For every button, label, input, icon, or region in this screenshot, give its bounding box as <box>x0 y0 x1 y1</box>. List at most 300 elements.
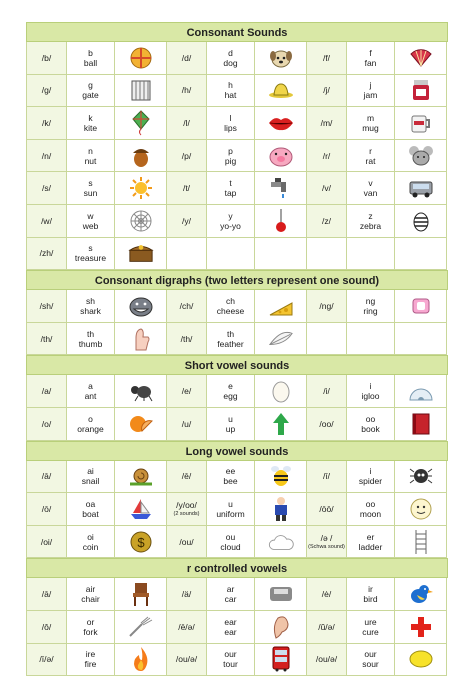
sound-symbol <box>307 75 347 108</box>
example-word <box>67 42 115 75</box>
example-word <box>347 290 395 323</box>
example-word <box>207 323 255 356</box>
spelling-letters: ure <box>364 617 376 627</box>
example-word <box>67 140 115 173</box>
word-text: gate <box>82 90 99 100</box>
empty-cell <box>167 238 207 271</box>
mug-icon <box>408 110 434 136</box>
spelling-letters: i <box>370 381 372 391</box>
sound-symbol <box>307 644 347 676</box>
picture-cell <box>115 290 167 323</box>
empty-cell <box>307 323 347 356</box>
jam-icon <box>408 77 434 103</box>
ant-icon <box>128 378 154 404</box>
picture-cell <box>115 172 167 205</box>
picture-cell <box>255 461 307 494</box>
word-text: jam <box>364 90 378 100</box>
picture-cell <box>255 578 307 611</box>
spelling-letters: or <box>87 617 95 627</box>
picture-cell <box>255 42 307 75</box>
picture-cell <box>395 172 447 205</box>
example-word <box>207 205 255 238</box>
spelling-letters: ai <box>87 466 94 476</box>
word-text: chair <box>81 594 99 604</box>
uniform-icon <box>268 496 294 522</box>
sound-symbol-text: /y/oo/ <box>176 500 197 510</box>
sound-symbol-text: /ōō/ <box>319 504 333 514</box>
word-text: nut <box>85 156 97 166</box>
sound-symbol <box>307 578 347 611</box>
picture-cell <box>115 526 167 559</box>
word-text: boat <box>82 509 99 519</box>
picture-cell <box>395 205 447 238</box>
picture-cell <box>115 205 167 238</box>
tap-icon <box>268 175 294 201</box>
shark-icon <box>128 293 154 319</box>
word-text: bee <box>223 476 237 486</box>
example-word <box>67 408 115 441</box>
sound-symbol <box>307 172 347 205</box>
chart-row <box>26 290 448 323</box>
picture-cell <box>255 323 307 356</box>
sound-symbol <box>307 290 347 323</box>
sound-symbol <box>167 461 207 494</box>
spelling-letters: s <box>88 243 92 253</box>
bus-icon <box>268 646 294 672</box>
spelling-letters: oo <box>366 414 375 424</box>
sound-symbol <box>167 493 207 526</box>
word-text: ant <box>85 391 97 401</box>
sound-symbol-text: /ch/ <box>180 301 194 311</box>
word-text: lips <box>224 123 237 133</box>
sound-symbol <box>307 42 347 75</box>
sound-symbol <box>167 205 207 238</box>
empty-cell <box>207 238 255 271</box>
spelling-letters: b <box>88 48 93 58</box>
word-text: van <box>364 188 378 198</box>
spelling-letters: u <box>228 499 233 509</box>
sound-symbol <box>167 290 207 323</box>
example-word <box>207 493 255 526</box>
spelling-letters: w <box>87 211 93 221</box>
word-text: feather <box>217 339 243 349</box>
spelling-letters: v <box>368 178 372 188</box>
word-text: igloo <box>362 391 380 401</box>
spelling-letters: i <box>370 466 372 476</box>
example-word <box>347 140 395 173</box>
picture-cell <box>115 238 167 271</box>
sound-symbol <box>307 493 347 526</box>
fork-icon <box>128 614 154 640</box>
picture-cell <box>115 578 167 611</box>
spelling-letters: t <box>229 178 231 188</box>
picture-cell <box>255 408 307 441</box>
igloo-icon <box>408 378 434 404</box>
picture-cell <box>255 172 307 205</box>
sound-symbol-text: /e/ <box>182 386 191 396</box>
sound-symbol <box>167 140 207 173</box>
sound-symbol <box>167 172 207 205</box>
picture-cell <box>115 493 167 526</box>
spelling-letters: r <box>369 146 372 156</box>
sound-symbol-text: /ə / <box>321 533 333 543</box>
example-word <box>347 644 395 676</box>
picture-cell <box>255 526 307 559</box>
spelling-letters: our <box>224 649 236 659</box>
spelling-letters: o <box>88 414 93 424</box>
sound-symbol-text: /th/ <box>181 334 193 344</box>
spelling-letters: j <box>370 80 372 90</box>
picture-cell <box>395 461 447 494</box>
van-icon <box>408 175 434 201</box>
sound-symbol-text: /ē/ə/ <box>178 622 195 632</box>
example-word <box>207 578 255 611</box>
word-text: cheese <box>217 306 244 316</box>
picture-cell <box>395 526 447 559</box>
example-word <box>347 611 395 644</box>
spelling-letters: k <box>88 113 92 123</box>
sound-symbol-text: /a/ <box>42 386 51 396</box>
sound-symbol-text: /ä/ <box>182 589 191 599</box>
empty-cell <box>255 238 307 271</box>
spelling-letters: ou <box>226 532 235 542</box>
example-word <box>67 238 115 271</box>
book-icon <box>408 411 434 437</box>
example-word <box>67 375 115 408</box>
word-text: thumb <box>79 339 103 349</box>
example-word <box>67 323 115 356</box>
spelling-letters: l <box>230 113 232 123</box>
picture-cell <box>115 408 167 441</box>
lemon-icon <box>408 646 434 672</box>
chart-row <box>26 493 448 526</box>
sound-symbol-text: /ā/ <box>42 589 51 599</box>
chart-row <box>26 461 448 494</box>
spelling-letters: th <box>227 329 234 339</box>
sound-symbol <box>27 140 67 173</box>
sound-symbol <box>307 526 347 559</box>
empty-cell <box>347 323 395 356</box>
sound-symbol <box>27 323 67 356</box>
sound-symbol <box>167 611 207 644</box>
word-text: ear <box>224 627 236 637</box>
word-text: cloud <box>220 542 240 552</box>
picture-cell <box>255 140 307 173</box>
sound-symbol <box>307 107 347 140</box>
thumb-icon <box>128 326 154 352</box>
sound-symbol <box>27 408 67 441</box>
spelling-letters: ch <box>226 296 235 306</box>
sound-symbol-text: /ŭ/ə/ <box>318 622 335 632</box>
sound-symbol <box>307 461 347 494</box>
word-text: yo-yo <box>220 221 241 231</box>
example-word <box>347 205 395 238</box>
chart-row <box>26 375 448 408</box>
picture-cell <box>395 493 447 526</box>
picture-cell <box>255 375 307 408</box>
sound-symbol <box>27 205 67 238</box>
spelling-letters: g <box>88 80 93 90</box>
word-text: car <box>225 594 237 604</box>
picture-cell <box>115 75 167 108</box>
picture-cell <box>395 644 447 676</box>
example-word <box>207 408 255 441</box>
picture-cell <box>395 42 447 75</box>
example-word <box>207 611 255 644</box>
sound-symbol-text: /u/ <box>182 419 191 429</box>
word-text: rat <box>366 156 376 166</box>
example-word <box>207 375 255 408</box>
chart-row <box>26 172 448 205</box>
sound-symbol-text: /y/ <box>182 216 191 226</box>
picture-cell <box>395 290 447 323</box>
word-text: dog <box>223 58 237 68</box>
sound-symbol-text: /f/ <box>323 53 330 63</box>
chart-row <box>26 323 448 356</box>
sound-symbol-text: /ī/ <box>323 471 330 481</box>
word-text: book <box>361 424 379 434</box>
spelling-letters: oi <box>87 532 94 542</box>
spelling-letters: ear <box>224 617 236 627</box>
sound-symbol <box>307 140 347 173</box>
sound-symbol <box>307 205 347 238</box>
spelling-letters: s <box>88 178 92 188</box>
sound-symbol <box>27 493 67 526</box>
chart-row <box>26 408 448 441</box>
example-word <box>347 75 395 108</box>
sound-symbol-text: /k/ <box>42 118 51 128</box>
sound-symbol <box>307 408 347 441</box>
zebra-icon <box>408 208 434 234</box>
ladder-icon <box>408 529 434 555</box>
sound-symbol <box>27 611 67 644</box>
section-title: r controlled vowels <box>26 558 448 578</box>
sound-symbol-text: /b/ <box>42 53 51 63</box>
sound-symbol-text: /ē/ <box>182 471 191 481</box>
word-text: snail <box>82 476 99 486</box>
sound-symbol <box>167 75 207 108</box>
example-word <box>207 140 255 173</box>
dog-icon <box>268 45 294 71</box>
example-word <box>67 205 115 238</box>
spelling-letters: our <box>364 649 376 659</box>
sound-symbol-text: /n/ <box>42 151 51 161</box>
sound-symbol-text: /j/ <box>323 85 330 95</box>
picture-cell <box>115 375 167 408</box>
sound-symbol-text: /oi/ <box>41 537 52 547</box>
sound-symbol <box>167 578 207 611</box>
example-word <box>347 461 395 494</box>
spelling-letters: a <box>88 381 93 391</box>
yoyo-icon <box>268 208 294 234</box>
up-arrow-icon <box>268 411 294 437</box>
example-word <box>347 493 395 526</box>
empty-cell <box>395 238 447 271</box>
picture-cell <box>255 205 307 238</box>
word-text: egg <box>223 391 237 401</box>
spelling-letters: d <box>228 48 233 58</box>
word-text: moon <box>360 509 381 519</box>
sound-symbol-text: /w/ <box>41 216 52 226</box>
sound-symbol <box>167 42 207 75</box>
svg-text:$: $ <box>137 535 145 550</box>
example-word <box>67 107 115 140</box>
sound-symbol-text: /i/ <box>323 386 330 396</box>
example-word <box>347 107 395 140</box>
word-text: fork <box>83 627 97 637</box>
word-text: coin <box>83 542 99 552</box>
picture-cell <box>115 461 167 494</box>
sound-symbol <box>27 290 67 323</box>
sound-symbol-text: /sh/ <box>40 301 54 311</box>
example-word <box>67 75 115 108</box>
picture-cell <box>395 611 447 644</box>
spelling-letters: z <box>368 211 372 221</box>
sound-symbol-text: /r/ <box>323 151 331 161</box>
sound-symbol <box>27 172 67 205</box>
kite-icon <box>128 110 154 136</box>
word-text: ladder <box>359 542 383 552</box>
nut-icon <box>128 143 154 169</box>
example-word <box>207 644 255 676</box>
snail-icon <box>128 463 154 489</box>
spelling-letters: oa <box>86 499 95 509</box>
example-word <box>207 75 255 108</box>
sound-symbol-text: /ô/ <box>42 622 51 632</box>
spelling-letters: oo <box>366 499 375 509</box>
example-word <box>67 644 115 676</box>
sound-symbol-text: /ī/ə/ <box>39 654 53 664</box>
web-icon <box>128 208 154 234</box>
word-text: sour <box>362 659 379 669</box>
sound-symbol-text: /th/ <box>41 334 53 344</box>
example-word <box>67 611 115 644</box>
example-word <box>207 42 255 75</box>
section-title: Consonant digraphs (two letters represent one sound) <box>26 270 448 290</box>
example-word <box>67 526 115 559</box>
word-text: shark <box>80 306 101 316</box>
spelling-letters: y <box>228 211 232 221</box>
example-word <box>67 172 115 205</box>
phonics-chart <box>26 22 448 676</box>
example-word <box>67 578 115 611</box>
chart-row <box>26 611 448 644</box>
sound-symbol-text: /oo/ <box>319 419 333 429</box>
chair-icon <box>128 581 154 607</box>
sound-symbol <box>27 461 67 494</box>
sound-symbol <box>167 644 207 676</box>
cloud-icon <box>268 529 294 555</box>
sound-symbol-text: /h/ <box>182 85 191 95</box>
treasure-icon <box>128 240 154 266</box>
spelling-letters: e <box>228 381 233 391</box>
spelling-letters: ar <box>227 584 235 594</box>
sound-symbol <box>27 644 67 676</box>
example-word <box>67 461 115 494</box>
spider-icon <box>408 463 434 489</box>
example-word <box>207 290 255 323</box>
sound-symbol-text: /ā/ <box>42 471 51 481</box>
sound-symbol-text: /l/ <box>183 118 190 128</box>
example-word <box>207 172 255 205</box>
chart-row <box>26 107 448 140</box>
picture-cell <box>395 107 447 140</box>
word-text: up <box>226 424 235 434</box>
gate-icon <box>128 77 154 103</box>
picture-cell <box>115 611 167 644</box>
spelling-letters: u <box>228 414 233 424</box>
example-word <box>347 42 395 75</box>
sound-symbol-text: /o/ <box>42 419 51 429</box>
sound-symbol <box>167 323 207 356</box>
moon-icon <box>408 496 434 522</box>
picture-cell <box>395 75 447 108</box>
chart-row <box>26 644 448 676</box>
spelling-letters: p <box>228 146 233 156</box>
sound-symbol-text: /m/ <box>321 118 333 128</box>
word-text: ring <box>363 306 377 316</box>
hat-icon <box>268 77 294 103</box>
picture-cell <box>115 107 167 140</box>
word-text: ball <box>84 58 97 68</box>
car-icon <box>268 581 294 607</box>
word-text: bird <box>363 594 377 604</box>
lips-icon <box>268 110 294 136</box>
spelling-letters: sh <box>86 296 95 306</box>
word-text: treasure <box>75 253 106 263</box>
word-text: spider <box>359 476 382 486</box>
cheese-icon <box>268 293 294 319</box>
sound-symbol-text: /g/ <box>42 85 51 95</box>
word-text: zebra <box>360 221 381 231</box>
ball-icon <box>128 45 154 71</box>
sound-symbol <box>27 578 67 611</box>
spelling-letters: m <box>367 113 374 123</box>
sound-symbol-text: /v/ <box>322 183 331 193</box>
picture-cell <box>395 408 447 441</box>
sound-symbol <box>307 375 347 408</box>
orange-icon <box>128 411 154 437</box>
example-word <box>347 408 395 441</box>
chart-row <box>26 75 448 108</box>
spelling-letters: th <box>87 329 94 339</box>
sound-symbol <box>27 75 67 108</box>
boat-icon <box>128 496 154 522</box>
word-text: uniform <box>216 509 244 519</box>
example-word <box>207 107 255 140</box>
sound-symbol-text: /ou/ <box>179 537 193 547</box>
sound-symbol-text: /t/ <box>183 183 190 193</box>
section-title: Short vowel sounds <box>26 355 448 375</box>
word-text: sun <box>84 188 98 198</box>
spelling-letters: ire <box>86 649 95 659</box>
sound-note: (Schwa sound) <box>308 544 345 550</box>
ring-icon <box>408 293 434 319</box>
sound-symbol-text: /s/ <box>42 183 51 193</box>
picture-cell <box>255 611 307 644</box>
rat-icon <box>408 143 434 169</box>
sound-symbol-text: /zh/ <box>40 248 54 258</box>
bird-icon <box>408 581 434 607</box>
chart-row <box>26 526 448 559</box>
picture-cell <box>395 140 447 173</box>
chart-row <box>26 140 448 173</box>
word-text: mug <box>362 123 379 133</box>
word-text: orange <box>77 424 103 434</box>
example-word <box>347 172 395 205</box>
example-word <box>347 526 395 559</box>
sound-symbol-text: /d/ <box>182 53 191 63</box>
